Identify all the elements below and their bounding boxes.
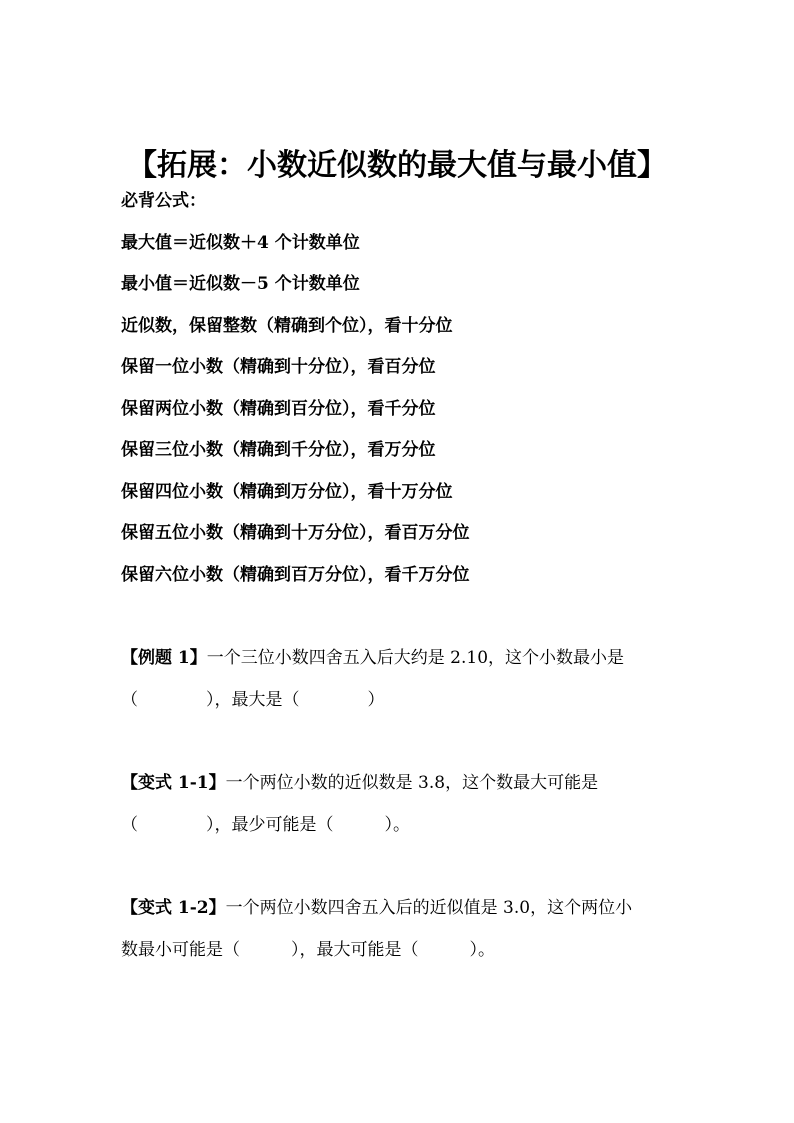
- formula-line-ten-thousandths: 保留四位小数（精确到万分位），看十万分位: [121, 482, 453, 502]
- page-title: 【拓展：小数近似数的最大值与最小值】: [127, 148, 667, 183]
- formula-heading: 必背公式：: [121, 191, 206, 211]
- formula-line-millionths: 保留六位小数（精确到百万分位），看千万分位: [121, 565, 470, 585]
- problem-variant-1-1-line1: [121, 773, 598, 793]
- formula-line-tenths: 保留一位小数（精确到十分位），看百分位: [121, 357, 436, 377]
- formula-line-hundred-thousandths: 保留五位小数（精确到十万分位），看百万分位: [121, 523, 470, 543]
- problem-text: 一个三位小数四舍五入后大约是 2.10，这个小数最小是: [206, 648, 625, 668]
- formula-line-ones: 近似数，保留整数（精确到个位），看十分位: [121, 316, 453, 336]
- formula-line-thousandths: 保留三位小数（精确到千分位），看万分位: [121, 440, 436, 460]
- problem-text: 一个两位小数四舍五入后的近似值是 3.0，这个两位小: [225, 898, 633, 918]
- problem-variant-1-2-line1: [121, 898, 632, 918]
- problem-text: 一个两位小数的近似数是 3.8，这个数最大可能是: [225, 773, 599, 793]
- problem-tag: 【变式 1-2】: [121, 898, 226, 918]
- problem-tag: 【变式 1-1】: [121, 773, 226, 793]
- problem-variant-1-2-line2: 数最小可能是（ ），最大可能是（ ）。: [121, 940, 495, 960]
- formula-line-hundredths: 保留两位小数（精确到百分位），看千分位: [121, 399, 436, 419]
- problem-example-1-line2: （ ），最大是（ ）: [121, 690, 385, 710]
- formula-line-min: 最小值＝近似数－5 个计数单位: [121, 274, 360, 294]
- problem-variant-1-1-line2: （ ），最少可能是（ ）。: [121, 815, 410, 835]
- problem-example-1-line1: [121, 648, 624, 668]
- problem-tag: 【例题 1】: [121, 648, 207, 668]
- formula-line-max: 最大值＝近似数＋4 个计数单位: [121, 233, 360, 253]
